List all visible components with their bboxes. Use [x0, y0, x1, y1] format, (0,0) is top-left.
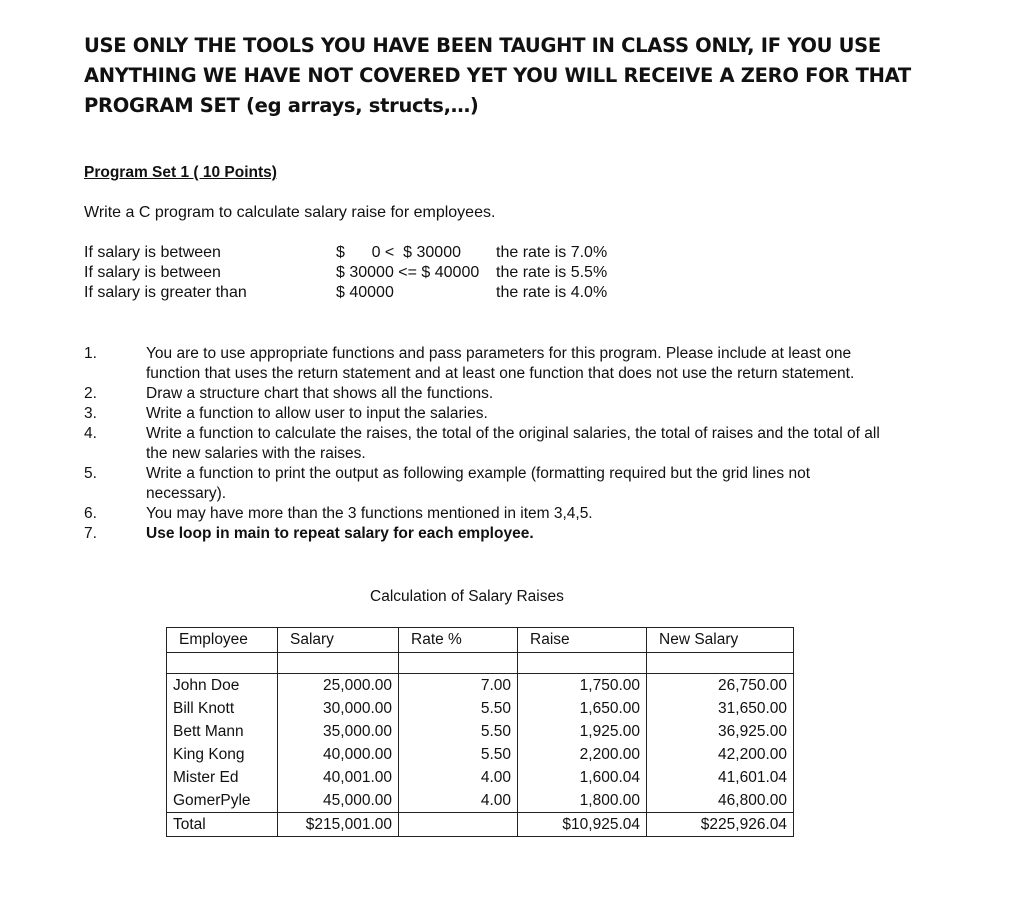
table-row [167, 789, 794, 813]
list-item [84, 524, 884, 544]
rate-value: the rate is 5.5% [496, 264, 608, 281]
rate-label: If salary is between [84, 264, 221, 281]
new-salary-cell: 26,750.00 [647, 674, 794, 698]
instruction-list [84, 344, 884, 544]
item-text: Draw a structure chart that shows all the functions. [146, 385, 494, 402]
header-rate: Rate % [399, 628, 518, 653]
total-new-salary: $225,926.04 [647, 813, 794, 837]
rate-label: If salary is between [84, 244, 221, 261]
raise-cell: 1,800.00 [518, 789, 647, 813]
list-item [84, 424, 884, 464]
raise-cell: 2,200.00 [518, 743, 647, 766]
rate-range: $ 30000 <= $ 40000 [336, 264, 480, 281]
total-label: Total [167, 813, 278, 837]
new-salary-cell: 31,650.00 [647, 697, 794, 720]
item-text: You are to use appropriate functions and pass parameters for this program. Please include at least one function that uses the return statement and at least one function that does not use the return statement. [146, 345, 855, 382]
salary-cell: 35,000.00 [278, 720, 399, 743]
rate-cell: 5.50 [399, 743, 518, 766]
program-set-title: Program Set 1 ( 10 Points) [84, 164, 277, 181]
salary-cell: 40,000.00 [278, 743, 399, 766]
rate-value: the rate is 7.0% [496, 244, 608, 261]
warning-line: ANYTHING WE HAVE NOT COVERED YET YOU WILL RECEIVE A ZERO FOR THAT [84, 64, 911, 87]
table-caption: Calculation of Salary Raises [370, 588, 564, 605]
employee-cell: John Doe [167, 674, 278, 698]
rate-cell: 4.00 [399, 766, 518, 789]
list-item [84, 404, 884, 424]
header-salary: Salary [278, 628, 399, 653]
rate-cell: 5.50 [399, 697, 518, 720]
item-number: 2. [84, 385, 97, 402]
total-salary: $215,001.00 [278, 813, 399, 837]
list-item [84, 384, 884, 404]
item-number: 1. [84, 345, 97, 362]
blank-cell [399, 653, 518, 674]
program-intro: Write a C program to calculate salary raise for employees. [84, 204, 496, 221]
table-row [167, 743, 794, 766]
table-row [167, 766, 794, 789]
rate-range: $ 40000 [336, 284, 394, 301]
total-row [167, 813, 794, 837]
raise-cell: 1,600.04 [518, 766, 647, 789]
blank-cell [518, 653, 647, 674]
raise-cell: 1,650.00 [518, 697, 647, 720]
header-raise: Raise [518, 628, 647, 653]
new-salary-cell: 42,200.00 [647, 743, 794, 766]
list-item [84, 504, 884, 524]
salary-table [166, 627, 794, 837]
employee-cell: Mister Ed [167, 766, 278, 789]
new-salary-cell: 36,925.00 [647, 720, 794, 743]
header-new-salary: New Salary [647, 628, 794, 653]
salary-cell: 30,000.00 [278, 697, 399, 720]
rate-value: the rate is 4.0% [496, 284, 608, 301]
list-item [84, 344, 884, 384]
item-text: Write a function to calculate the raises, the total of the original salaries, the total of raises and the total of all the new salaries with the raises. [146, 425, 880, 462]
item-number: 7. [84, 525, 97, 542]
employee-cell: Bett Mann [167, 720, 278, 743]
table-header-row [167, 628, 794, 653]
rate-label: If salary is greater than [84, 284, 247, 301]
new-salary-cell: 41,601.04 [647, 766, 794, 789]
item-text: You may have more than the 3 functions mentioned in item 3,4,5. [146, 505, 593, 522]
warning-line: PROGRAM SET (eg arrays, structs,…) [84, 94, 479, 117]
employee-cell: King Kong [167, 743, 278, 766]
raise-cell: 1,925.00 [518, 720, 647, 743]
table-row [167, 697, 794, 720]
table-row [167, 674, 794, 698]
total-raise: $10,925.04 [518, 813, 647, 837]
item-number: 5. [84, 465, 97, 482]
employee-cell: GomerPyle [167, 789, 278, 813]
employee-cell: Bill Knott [167, 697, 278, 720]
blank-cell [647, 653, 794, 674]
salary-cell: 40,001.00 [278, 766, 399, 789]
salary-cell: 45,000.00 [278, 789, 399, 813]
header-employee: Employee [167, 628, 278, 653]
item-number: 3. [84, 405, 97, 422]
blank-cell [278, 653, 399, 674]
item-number: 4. [84, 425, 97, 442]
new-salary-cell: 46,800.00 [647, 789, 794, 813]
list-item [84, 464, 884, 504]
rate-cell: 7.00 [399, 674, 518, 698]
salary-cell: 25,000.00 [278, 674, 399, 698]
rate-cell: 4.00 [399, 789, 518, 813]
raise-cell: 1,750.00 [518, 674, 647, 698]
total-rate [399, 813, 518, 837]
rate-cell: 5.50 [399, 720, 518, 743]
blank-cell [167, 653, 278, 674]
table-row [167, 720, 794, 743]
warning-line: USE ONLY THE TOOLS YOU HAVE BEEN TAUGHT IN CLASS ONLY, IF YOU USE [84, 34, 881, 57]
item-text: Write a function to print the output as following example (formatting required but the grid lines not necessary). [146, 465, 810, 502]
rate-range: $ 0 < $ 30000 [336, 244, 461, 261]
assignment-warning [84, 31, 964, 121]
item-number: 6. [84, 505, 97, 522]
item-text: Use loop in main to repeat salary for each employee. [146, 525, 534, 542]
blank-row [167, 653, 794, 674]
item-text: Write a function to allow user to input the salaries. [146, 405, 488, 422]
